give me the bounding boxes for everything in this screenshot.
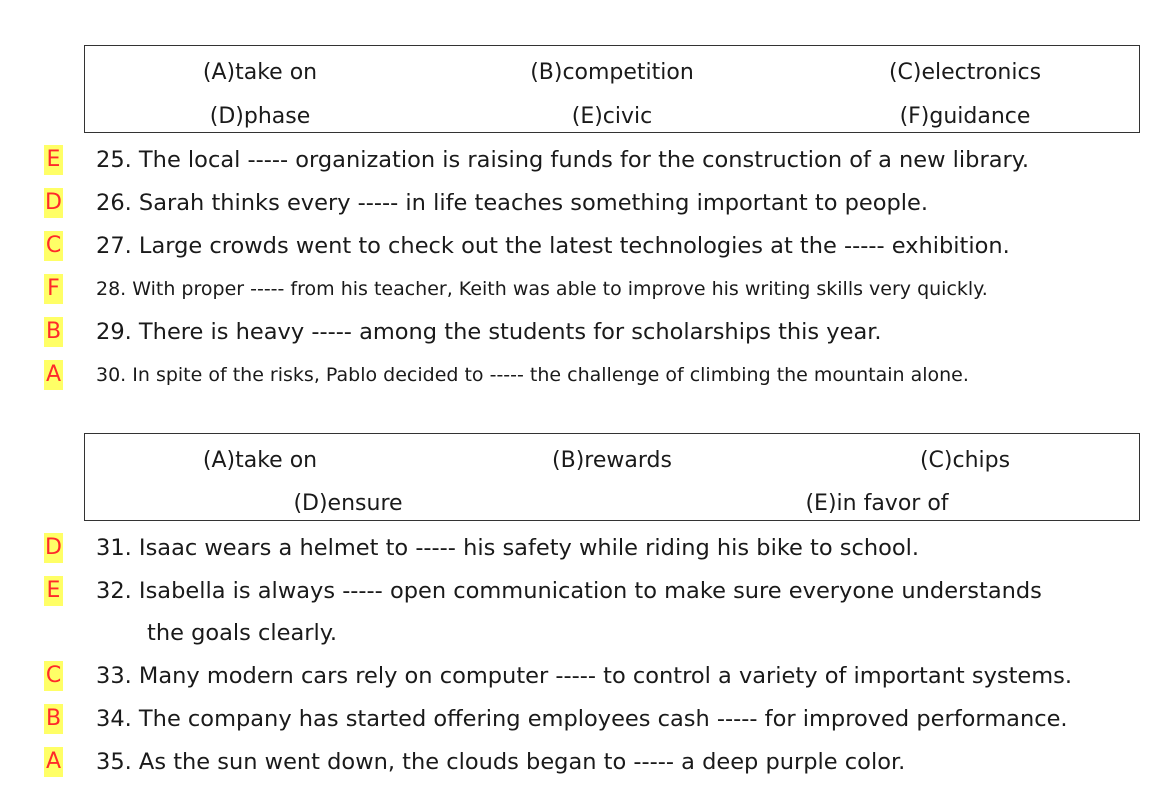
answer-26: D [44, 188, 63, 218]
question-27: 27. Large crowds went to check out the latest technologies at the ----- exhibition. [96, 233, 1010, 259]
question-31: 31. Isaac wears a helmet to ----- his safety while riding his bike to school. [96, 535, 920, 561]
answer-27: C [44, 231, 63, 261]
answer-31: D [44, 533, 63, 563]
question-32-continuation: the goals clearly. [147, 620, 338, 646]
answer-33: C [44, 661, 63, 691]
word-bank-2-option-a: (A)take on [202, 448, 318, 473]
question-28: 28. With proper ----- from his teacher, Keith was able to improve his writing skills very quickly. [96, 278, 988, 300]
question-33: 33. Many modern cars rely on computer ----- to control a variety of important systems. [96, 663, 1073, 689]
word-bank-1-option-a: (A)take on [202, 60, 318, 85]
word-bank-2-option-e: (E)in favor of [805, 491, 949, 516]
word-bank-2-option-d: (D)ensure [293, 491, 403, 516]
answer-35: A [44, 747, 63, 777]
question-32: 32. Isabella is always ----- open communication to make sure everyone understands [96, 578, 1042, 604]
word-bank-2-option-c: (C)chips [919, 448, 1011, 473]
word-bank-box-2 [84, 433, 1140, 521]
word-bank-1-option-b: (B)competition [530, 60, 694, 85]
word-bank-1-option-e: (E)civic [571, 104, 653, 129]
word-bank-1-option-f: (F)guidance [899, 104, 1031, 129]
question-30: 30. In spite of the risks, Pablo decided to ----- the challenge of climbing the mountain alone. [96, 364, 969, 386]
answer-30: A [44, 360, 63, 390]
word-bank-1-option-c: (C)electronics [888, 60, 1042, 85]
question-26: 26. Sarah thinks every ----- in life teaches something important to people. [96, 190, 929, 216]
question-35: 35. As the sun went down, the clouds began to ----- a deep purple color. [96, 749, 906, 775]
answer-29: B [44, 317, 63, 347]
word-bank-1-option-d: (D)phase [209, 104, 311, 129]
question-34: 34. The company has started offering employees cash ----- for improved performance. [96, 706, 1068, 732]
word-bank-2-option-b: (B)rewards [552, 448, 672, 473]
question-25: 25. The local ----- organization is raising funds for the construction of a new library. [96, 147, 1030, 173]
question-29: 29. There is heavy ----- among the students for scholarships this year. [96, 319, 882, 345]
answer-28: F [44, 274, 63, 304]
answer-32: E [44, 576, 63, 606]
answer-25: E [44, 145, 63, 175]
answer-34: B [44, 704, 63, 734]
